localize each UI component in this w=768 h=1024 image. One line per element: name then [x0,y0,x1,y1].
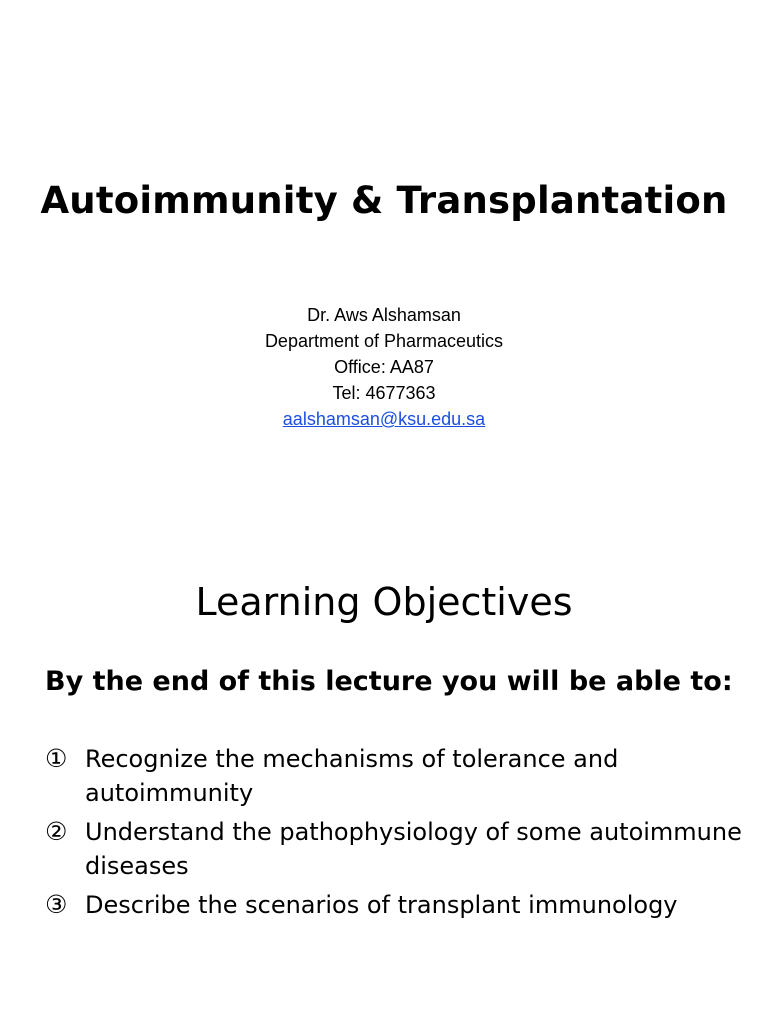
author-department: Department of Pharmaceutics [264,331,504,351]
objective-item [45,888,745,922]
author-office: Office: AA87 [334,357,434,377]
objective-item [45,742,745,810]
objective-item [45,815,745,883]
author-email-row [0,406,768,432]
author-name: Dr. Aws Alshamsan [307,305,461,325]
objective-number-1: ① [45,744,68,773]
author-info [0,302,768,432]
slide-title: Autoimmunity & Transplantation [40,179,728,222]
objective-text: Recognize the mechanisms of tolerance and autoimmunity [85,745,619,807]
objectives-intro: By the end of this lecture you will be able to: [45,666,733,697]
author-tel: Tel: 4677363 [332,383,436,403]
objective-number-3: ③ [45,890,68,919]
objectives-list [45,742,745,927]
objective-number-2: ② [45,817,68,846]
objectives-heading: Learning Objectives [195,580,573,624]
objective-text: Understand the pathophysiology of some autoimmune diseases [85,818,742,880]
email-link[interactable]: aalshamsan@ksu.edu.sa [282,409,486,429]
objective-text: Describe the scenarios of transplant immunology [85,891,678,919]
